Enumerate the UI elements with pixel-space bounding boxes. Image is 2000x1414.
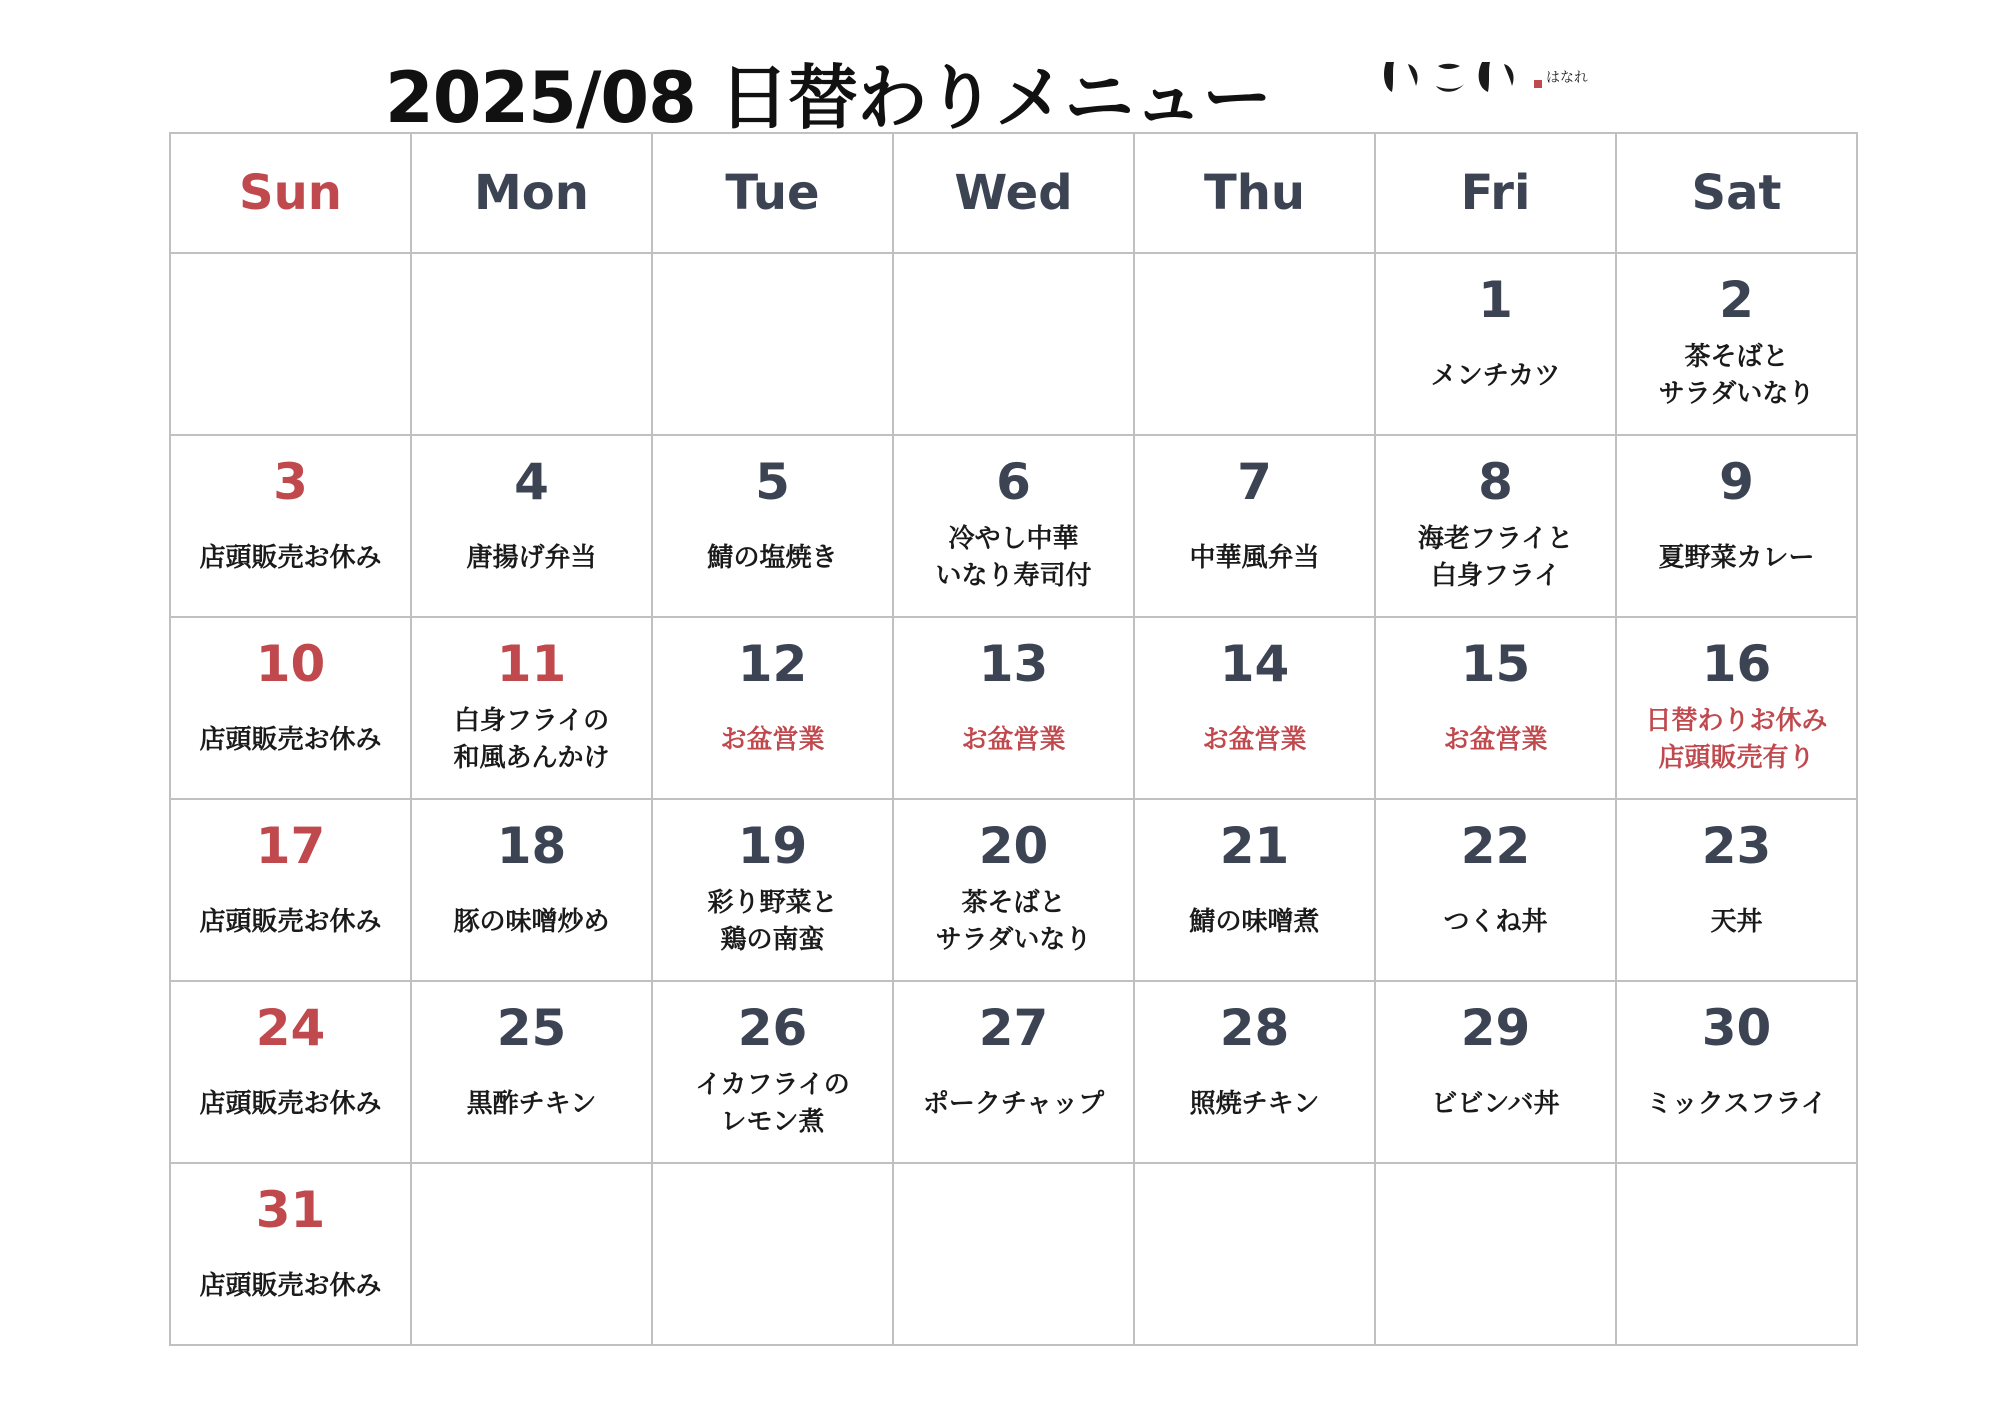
calendar-day-cell bbox=[1375, 617, 1616, 799]
calendar-day-cell bbox=[1134, 253, 1375, 435]
day-number: 30 bbox=[1701, 999, 1772, 1057]
daily-menu-item: 店頭販売お休み bbox=[199, 906, 382, 937]
weekday-thu: Thu bbox=[1134, 133, 1375, 253]
daily-menu-item: 鯖の味噌煮 bbox=[1189, 906, 1320, 937]
day-number: 3 bbox=[273, 453, 308, 511]
day-number: 5 bbox=[755, 453, 790, 511]
calendar-day-cell bbox=[652, 1163, 893, 1345]
day-number: 24 bbox=[255, 999, 326, 1057]
calendar-day-cell bbox=[1616, 1163, 1857, 1345]
brand-logo bbox=[1380, 52, 1610, 102]
calendar-week-row bbox=[170, 435, 1857, 617]
calendar-day-cell bbox=[1134, 799, 1375, 981]
daily-menu-item: 日替わりお休み 店頭販売有り bbox=[1645, 706, 1828, 773]
daily-menu-item: 茶そばと サラダいなり bbox=[1658, 342, 1815, 409]
day-number: 23 bbox=[1701, 817, 1772, 875]
calendar-grid bbox=[169, 132, 1858, 1346]
calendar-day-cell bbox=[170, 1163, 411, 1345]
daily-menu-item: 茶そばと サラダいなり bbox=[935, 888, 1092, 955]
day-number: 25 bbox=[496, 999, 567, 1057]
weekday-tue: Tue bbox=[652, 133, 893, 253]
day-number: 11 bbox=[496, 635, 567, 693]
daily-menu-item: ビビンバ丼 bbox=[1431, 1088, 1560, 1119]
daily-menu-item: つくね丼 bbox=[1443, 906, 1548, 937]
daily-menu-item: 照焼チキン bbox=[1189, 1088, 1320, 1119]
day-number: 9 bbox=[1719, 453, 1754, 511]
calendar-day-cell bbox=[652, 617, 893, 799]
day-number: 10 bbox=[255, 635, 326, 693]
page-title: 2025/08 日替わりメニュー bbox=[385, 57, 1272, 139]
day-number: 18 bbox=[496, 817, 567, 875]
daily-menu-item: 店頭販売お休み bbox=[199, 1088, 382, 1119]
weekday-header-row bbox=[170, 133, 1857, 253]
calendar-day-cell bbox=[1134, 981, 1375, 1163]
day-number: 19 bbox=[737, 817, 808, 875]
calendar-day-cell bbox=[411, 253, 652, 435]
day-number: 16 bbox=[1701, 635, 1772, 693]
calendar-day-cell bbox=[170, 981, 411, 1163]
daily-menu-item: 黒酢チキン bbox=[466, 1088, 597, 1119]
daily-menu-item: 鯖の塩焼き bbox=[707, 542, 838, 573]
day-number: 17 bbox=[255, 817, 326, 875]
calendar-day-cell bbox=[893, 435, 1134, 617]
weekday-wed: Wed bbox=[893, 133, 1134, 253]
daily-menu-item: お盆営業 bbox=[720, 724, 825, 755]
day-number: 1 bbox=[1478, 271, 1513, 329]
weekday-fri: Fri bbox=[1375, 133, 1616, 253]
day-number: 12 bbox=[737, 635, 808, 693]
calendar-day-cell bbox=[1616, 617, 1857, 799]
calendar-day-cell bbox=[411, 799, 652, 981]
daily-menu-item: メンチカツ bbox=[1430, 360, 1561, 391]
day-number: 7 bbox=[1237, 453, 1272, 511]
calendar-day-cell bbox=[1134, 617, 1375, 799]
calendar-week-row bbox=[170, 253, 1857, 435]
daily-menu-item: 夏野菜カレー bbox=[1658, 542, 1815, 573]
day-number: 27 bbox=[978, 999, 1049, 1057]
weekday-sat: Sat bbox=[1616, 133, 1857, 253]
calendar-day-cell bbox=[893, 1163, 1134, 1345]
calendar-day-cell bbox=[1616, 981, 1857, 1163]
daily-menu-item: 中華風弁当 bbox=[1189, 542, 1320, 573]
daily-menu-item: お盆営業 bbox=[1443, 724, 1548, 755]
calendar-day-cell bbox=[893, 799, 1134, 981]
calendar-day-cell bbox=[1375, 981, 1616, 1163]
daily-menu-item: 店頭販売お休み bbox=[199, 724, 382, 755]
day-number: 22 bbox=[1460, 817, 1531, 875]
calendar-day-cell bbox=[1134, 1163, 1375, 1345]
calendar-day-cell bbox=[411, 1163, 652, 1345]
calendar-day-cell bbox=[170, 435, 411, 617]
calendar-day-cell bbox=[893, 981, 1134, 1163]
daily-menu-item: ポークチャップ bbox=[922, 1088, 1105, 1119]
day-number: 21 bbox=[1219, 817, 1290, 875]
daily-menu-item: 白身フライの 和風あんかけ bbox=[453, 706, 610, 773]
day-number: 8 bbox=[1478, 453, 1513, 511]
logo-subtext: はなれ bbox=[1546, 70, 1588, 86]
calendar-day-cell bbox=[1616, 799, 1857, 981]
daily-menu-item: 海老フライと 白身フライ bbox=[1417, 524, 1574, 591]
day-number: 4 bbox=[514, 453, 549, 511]
daily-menu-item: 店頭販売お休み bbox=[199, 542, 382, 573]
calendar-day-cell bbox=[1616, 253, 1857, 435]
calendar-day-cell bbox=[411, 617, 652, 799]
calendar-day-cell bbox=[652, 435, 893, 617]
calendar-day-cell bbox=[652, 253, 893, 435]
calendar-week-row bbox=[170, 1163, 1857, 1345]
calendar-day-cell bbox=[411, 981, 652, 1163]
calendar-day-cell bbox=[170, 253, 411, 435]
calendar-week-row bbox=[170, 981, 1857, 1163]
day-number: 20 bbox=[978, 817, 1049, 875]
weekday-sun: Sun bbox=[170, 133, 411, 253]
calendar-day-cell bbox=[1375, 435, 1616, 617]
daily-menu-item: イカフライの レモン煮 bbox=[695, 1070, 850, 1137]
calendar-day-cell bbox=[893, 253, 1134, 435]
daily-menu-item: 彩り野菜と 鶏の南蛮 bbox=[707, 888, 838, 955]
day-number: 31 bbox=[255, 1181, 326, 1239]
calendar-day-cell bbox=[1375, 1163, 1616, 1345]
day-number: 28 bbox=[1219, 999, 1290, 1057]
day-number: 29 bbox=[1460, 999, 1531, 1057]
day-number: 6 bbox=[996, 453, 1031, 511]
calendar-day-cell bbox=[1375, 253, 1616, 435]
day-number: 2 bbox=[1719, 271, 1754, 329]
calendar-day-cell bbox=[1375, 799, 1616, 981]
day-number: 13 bbox=[978, 635, 1049, 693]
day-number: 26 bbox=[737, 999, 808, 1057]
daily-menu-item: ミックスフライ bbox=[1646, 1088, 1827, 1119]
day-number: 15 bbox=[1460, 635, 1531, 693]
daily-menu-item: 豚の味噌炒め bbox=[453, 906, 610, 937]
calendar-day-cell bbox=[893, 617, 1134, 799]
calendar-week-row bbox=[170, 617, 1857, 799]
calendar-day-cell bbox=[1134, 435, 1375, 617]
day-number: 14 bbox=[1219, 635, 1290, 693]
daily-menu-item: 店頭販売お休み bbox=[199, 1270, 382, 1301]
calendar-body bbox=[170, 253, 1857, 1345]
daily-menu-item: お盆営業 bbox=[961, 724, 1066, 755]
calendar-day-cell bbox=[170, 617, 411, 799]
weekday-mon: Mon bbox=[411, 133, 652, 253]
daily-menu-item: 冷やし中華 いなり寿司付 bbox=[935, 524, 1092, 591]
calendar-day-cell bbox=[1616, 435, 1857, 617]
daily-menu-item: お盆営業 bbox=[1202, 724, 1307, 755]
calendar-week-row bbox=[170, 799, 1857, 981]
calendar-day-cell bbox=[652, 981, 893, 1163]
calendar-day-cell bbox=[170, 799, 411, 981]
daily-menu-item: 天丼 bbox=[1710, 906, 1763, 937]
calendar-day-cell bbox=[411, 435, 652, 617]
daily-menu-item: 唐揚げ弁当 bbox=[466, 542, 597, 573]
calendar-day-cell bbox=[652, 799, 893, 981]
